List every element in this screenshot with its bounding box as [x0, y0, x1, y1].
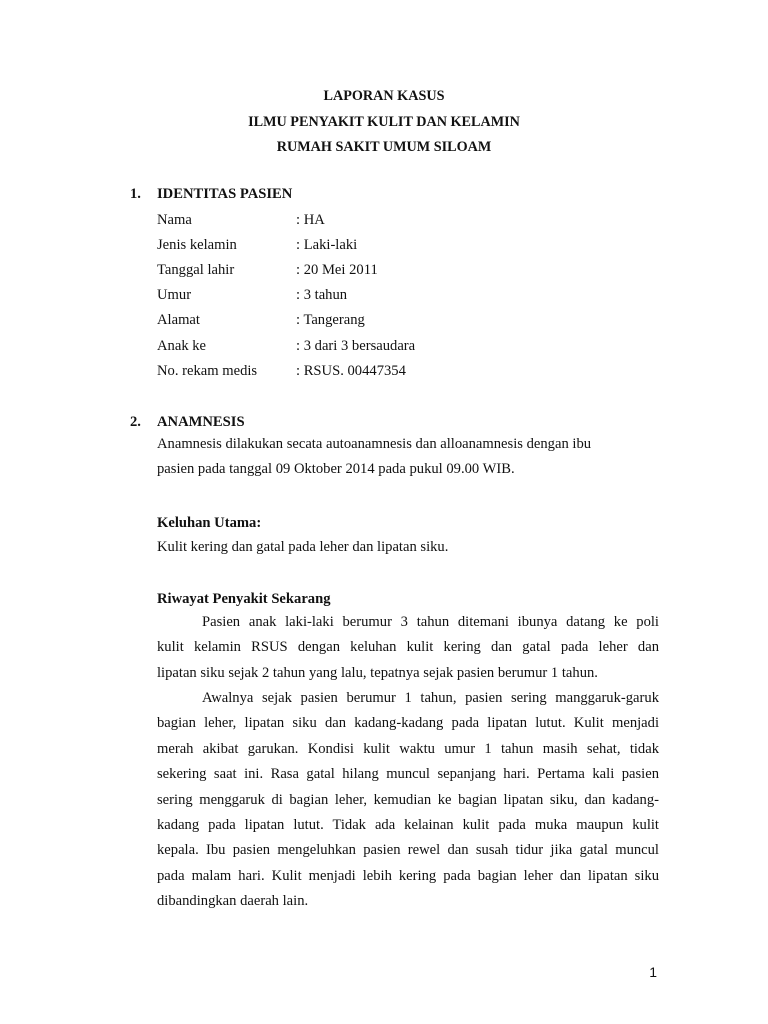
id-label: Nama	[157, 212, 192, 228]
anamnesis-intro	[157, 432, 659, 483]
id-value: : 20 Mei 2011	[296, 262, 378, 278]
text-line: Awalnya sejak pasien berumur 1 tahun, pasien sering manggaruk-garuk	[202, 690, 659, 706]
document-title	[0, 84, 768, 161]
id-label: Tanggal lahir	[157, 262, 235, 278]
id-label: Umur	[157, 287, 192, 303]
text-line: bagian leher, lipatan siku dan kadang-kadang pada lipatan lutut. Kulit menjadi	[157, 715, 659, 732]
section-2-title: ANAMNESIS	[157, 414, 245, 430]
section-1-number: 1.	[130, 186, 141, 202]
id-label: Alamat	[157, 312, 200, 328]
section-2-number: 2.	[130, 414, 141, 430]
id-label: Anak ke	[157, 338, 207, 354]
riwayat-paragraph-1	[157, 610, 659, 686]
text-line: Kulit kering dan gatal pada leher dan lipatan siku.	[157, 539, 449, 555]
id-value: : RSUS. 00447354	[296, 363, 406, 379]
section-1-heading	[130, 186, 292, 203]
text-line: sering menggaruk di bagian leher, kemudian ke bagian lipatan siku, dan kadang-	[157, 791, 659, 808]
keluhan-utama-heading: Keluhan Utama:	[157, 515, 262, 531]
text-line: kadang pada lipatan lutut. Tidak ada kelainan kulit pada muka maupun kulit	[157, 817, 659, 834]
text-line: pada malam hari. Kulit menjadi lebih kering pada bagian leher dan lipatan siku	[157, 867, 659, 884]
id-value: : HA	[296, 212, 325, 228]
text-line: merah akibat garukan. Kondisi kulit waktu umur 1 tahun masih sehat, tidak	[157, 740, 659, 757]
id-value: : Laki-laki	[296, 237, 358, 253]
riwayat-paragraph-2	[157, 686, 659, 915]
id-value: : 3 tahun	[296, 287, 348, 303]
text-line: kulit kelamin RSUS dengan keluhan kulit kering dan gatal pada leher dan	[157, 639, 659, 656]
page-number: 1	[649, 964, 657, 980]
text-line: sekering saat ini. Rasa gatal hilang muncul sepanjang hari. Pertama kali pasien	[157, 766, 659, 783]
text-line: dibandingkan daerah lain.	[157, 893, 309, 910]
text-line: Anamnesis dilakukan secata autoanamnesis dan alloanamnesis dengan ibu	[157, 436, 592, 452]
text-line: pasien pada tanggal 09 Oktober 2014 pada pukul 09.00 WIB.	[157, 461, 515, 478]
id-value: : 3 dari 3 bersaudara	[296, 338, 416, 354]
text-line: lipatan siku sejak 2 tahun yang lalu, tepatnya sejak pasien berumur 1 tahun.	[157, 664, 598, 681]
title-line-2: ILMU PENYAKIT KULIT DAN KELAMIN	[248, 113, 520, 130]
section-2-heading	[130, 414, 245, 431]
text-line: kepala. Ibu pasien mengeluhkan pasien rewel dan susah tidur jika gatal muncul	[157, 842, 659, 859]
riwayat-heading: Riwayat Penyakit Sekarang	[157, 591, 331, 607]
id-label: No. rekam medis	[157, 363, 258, 379]
keluhan-utama-text	[157, 535, 659, 560]
id-label: Jenis kelamin	[157, 237, 237, 253]
title-line-1: LAPORAN KASUS	[323, 88, 445, 104]
section-1-title: IDENTITAS PASIEN	[157, 186, 293, 202]
id-value: : Tangerang	[296, 312, 365, 328]
title-line-3: RUMAH SAKIT UMUM SILOAM	[276, 139, 492, 155]
text-line: Pasien anak laki-laki berumur 3 tahun ditemani ibunya datang ke poli	[202, 614, 659, 630]
